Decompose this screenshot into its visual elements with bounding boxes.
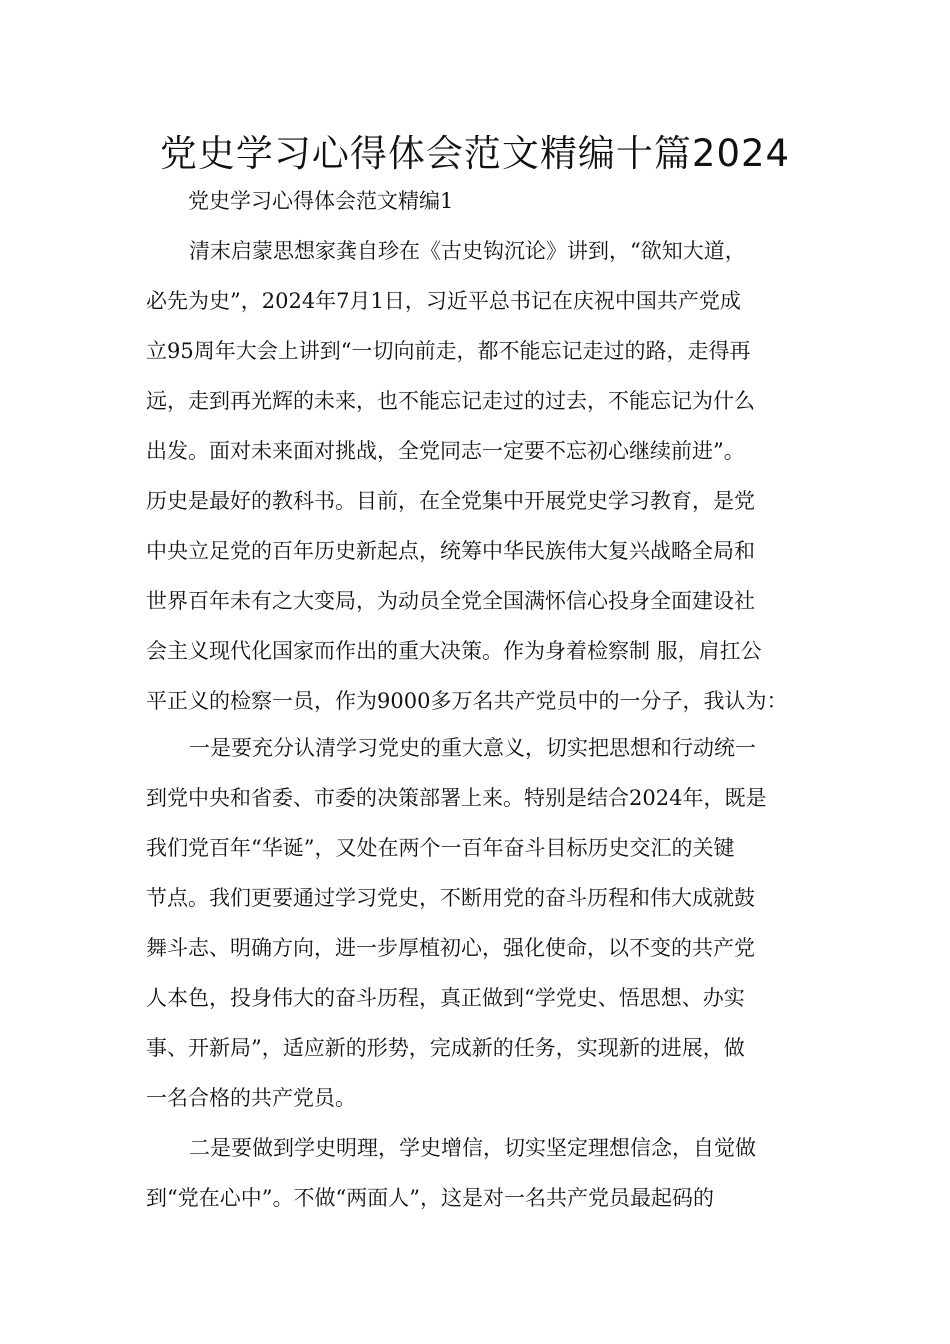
paragraph-line: 清末启蒙思想家龚自珍在《古史钩沉论》讲到，“欲知大道， bbox=[189, 239, 746, 263]
paragraph-line: 远，走到再光辉的未来，也不能忘记走过的过去，不能忘记为什么 bbox=[146, 389, 755, 413]
paragraph-line: 一名合格的共产党员。 bbox=[146, 1086, 356, 1110]
paragraph-line: 舞斗志、明确方向，进一步厚植初心，强化使命，以不变的共产党 bbox=[146, 936, 755, 960]
paragraph-line: 必先为史”，2024年7月1日，习近平总书记在庆祝中国共产党成 bbox=[146, 289, 741, 313]
paragraph-line: 人本色，投身伟大的奋斗历程，真正做到“学党史、悟思想、办实 bbox=[146, 986, 745, 1010]
paragraph-line: 出发。面对未来面对挑战，全党同志一定要不忘初心继续前进”。 bbox=[146, 439, 745, 463]
paragraph-1 bbox=[146, 226, 811, 726]
paragraph-line: 立95周年大会上讲到“一切向前走，都不能忘记走过的路，走得再 bbox=[146, 339, 751, 363]
paragraph-line: 平正义的检察一员，作为9000多万名共产党员中的一分子，我认为： bbox=[146, 689, 788, 713]
paragraph-line: 节点。我们更要通过学习党史，不断用党的奋斗历程和伟大成就鼓 bbox=[146, 886, 755, 910]
document-title: 党史学习心得体会范文精编十篇2024 bbox=[159, 132, 791, 175]
paragraph-3 bbox=[146, 1123, 811, 1223]
paragraph-line: 事、开新局”，适应新的形势，完成新的任务，实现新的进展，做 bbox=[146, 1036, 745, 1060]
document-subtitle: 党史学习心得体会范文精编1 bbox=[188, 189, 454, 213]
paragraph-2 bbox=[146, 723, 811, 1123]
paragraph-line: 中央立足党的百年历史新起点，统筹中华民族伟大复兴战略全局和 bbox=[146, 539, 755, 563]
paragraph-line: 历史是最好的教科书。目前，在全党集中开展党史学习教育，是党 bbox=[146, 489, 755, 513]
paragraph-line: 二是要做到学史明理，学史增信，切实坚定理想信念，自觉做 bbox=[189, 1136, 756, 1160]
paragraph-line: 到“党在心中”。不做“两面人”，这是对一名共产党员最起码的 bbox=[146, 1186, 714, 1210]
paragraph-line: 一是要充分认清学习党史的重大意义，切实把思想和行动统一 bbox=[189, 736, 756, 760]
paragraph-line: 我们党百年“华诞”，又处在两个一百年奋斗目标历史交汇的关键 bbox=[146, 836, 735, 860]
paragraph-line: 世界百年未有之大变局，为动员全党全国满怀信心投身全面建设社 bbox=[146, 589, 755, 613]
paragraph-line: 会主义现代化国家而作出的重大决策。作为身着检察制 服，肩扛公 bbox=[146, 639, 762, 663]
paragraph-line: 到党中央和省委、市委的决策部署上来。特别是结合2024年，既是 bbox=[146, 786, 767, 810]
